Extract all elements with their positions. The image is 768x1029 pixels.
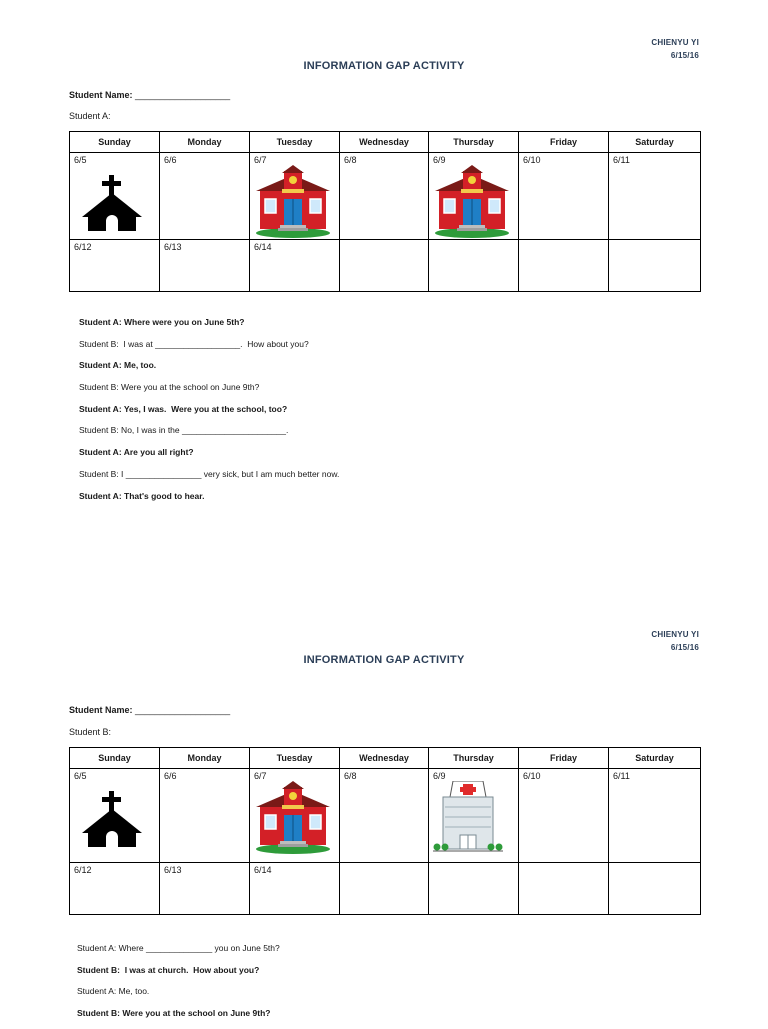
calendar-cell [340, 863, 429, 915]
dialogue-line: Student B: I was at church. How about you? [77, 964, 260, 975]
cell-date: 6/12 [74, 242, 92, 252]
author-name: CHIENYU YI [651, 630, 699, 639]
calendar-cell [429, 769, 519, 863]
school-icon [254, 165, 332, 244]
day-header-sunday: Sunday [70, 132, 160, 153]
calendar-header-row [70, 132, 701, 153]
day-header-friday: Friday [519, 132, 609, 153]
author-date: 6/15/16 [670, 643, 699, 652]
calendar-cell [160, 240, 250, 292]
dialogue-line: Student A: Me, too. [79, 360, 157, 371]
hospital-icon [433, 781, 503, 860]
calendar-cell [340, 769, 429, 863]
author-block [651, 628, 699, 654]
cell-date: 6/7 [254, 771, 267, 781]
page-title: INFORMATION GAP ACTIVITY [303, 60, 465, 72]
calendar-cell [429, 863, 519, 915]
cell-date: 6/13 [164, 242, 182, 252]
calendar-header-row [70, 748, 701, 769]
calendar-cell [70, 863, 160, 915]
day-header-monday: Monday [160, 132, 250, 153]
dialogue-line: Student A: Yes, I was. Were you at the school, too? [79, 403, 288, 414]
cell-date: 6/7 [254, 155, 267, 165]
page-title: INFORMATION GAP ACTIVITY [303, 654, 465, 666]
calendar-cell [429, 153, 519, 240]
student-name-blank[interactable]: ___________________ [132, 705, 231, 715]
student-label: Student B: [69, 727, 112, 737]
dialogue-list [77, 942, 280, 1029]
cell-date: 6/6 [164, 155, 177, 165]
dialogue-line: Student A: Where ______________ you on June 5th? [77, 943, 280, 953]
day-header-monday: Monday [160, 748, 250, 769]
worksheet-student-b [0, 620, 768, 1024]
cell-date: 6/11 [613, 155, 630, 165]
calendar-cell [250, 153, 340, 240]
calendar-week-row [70, 863, 701, 915]
author-name: CHIENYU YI [651, 38, 699, 47]
day-header-sunday: Sunday [70, 748, 160, 769]
calendar-cell [519, 769, 609, 863]
author-block [651, 36, 699, 62]
calendar-cell [70, 769, 160, 863]
school-icon [433, 165, 511, 244]
cell-date: 6/14 [254, 865, 272, 875]
cell-date: 6/5 [74, 771, 87, 781]
day-header-saturday: Saturday [609, 748, 701, 769]
cell-date: 6/12 [74, 865, 92, 875]
cell-date: 6/6 [164, 771, 177, 781]
day-header-tuesday: Tuesday [250, 132, 340, 153]
cell-date: 6/5 [74, 155, 87, 165]
cell-date: 6/10 [523, 155, 541, 165]
calendar-table [69, 747, 701, 915]
day-header-thursday: Thursday [429, 748, 519, 769]
cell-date: 6/10 [523, 771, 541, 781]
dialogue-line: Student A: Me, too. [77, 986, 150, 997]
dialogue-line: Student B: Were you at the school on June 9th? [77, 1008, 271, 1019]
church-icon [82, 791, 142, 854]
school-icon [254, 781, 332, 860]
calendar-cell [519, 240, 609, 292]
dialogue-line: Student B: I ________________ very sick, but I am much better now. [79, 468, 340, 479]
student-name-field[interactable] [69, 90, 230, 100]
calendar-table [69, 131, 701, 292]
dialogue-line: Student A: That's good to hear. [79, 490, 205, 501]
calendar-cell [609, 240, 701, 292]
student-label: Student A: [69, 111, 111, 121]
calendar-week-row [70, 153, 701, 240]
calendar-cell [250, 240, 340, 292]
calendar-cell [340, 240, 429, 292]
calendar-week-row [70, 769, 701, 863]
dialogue-list [79, 316, 339, 511]
day-header-friday: Friday [519, 748, 609, 769]
calendar-week-row [70, 240, 701, 292]
cell-date: 6/13 [164, 865, 182, 875]
dialogue-line: Student B: No, I was in the ______________________. [79, 425, 289, 436]
student-name-label: Student Name: [69, 90, 133, 100]
cell-date: 6/8 [344, 771, 357, 781]
day-header-wednesday: Wednesday [340, 132, 429, 153]
calendar-cell [160, 863, 250, 915]
author-date: 6/15/16 [670, 51, 699, 60]
dialogue-line: Student B: Were you at the school on June 9th? [79, 382, 260, 393]
calendar-cell [160, 153, 250, 240]
calendar-cell [609, 863, 701, 915]
day-header-thursday: Thursday [429, 132, 519, 153]
day-header-tuesday: Tuesday [250, 748, 340, 769]
church-icon [82, 175, 142, 238]
calendar-cell [429, 240, 519, 292]
calendar-cell [519, 153, 609, 240]
cell-date: 6/14 [254, 242, 272, 252]
day-header-wednesday: Wednesday [340, 748, 429, 769]
dialogue-line: Student B: I was at __________________. How about you? [79, 338, 309, 349]
calendar-cell [160, 769, 250, 863]
calendar-cell [519, 863, 609, 915]
student-name-blank[interactable]: ___________________ [132, 90, 231, 100]
cell-date: 6/9 [433, 771, 446, 781]
cell-date: 6/11 [613, 771, 630, 781]
calendar-cell [609, 769, 701, 863]
student-name-field[interactable] [69, 705, 230, 715]
calendar-cell [609, 153, 701, 240]
cell-date: 6/9 [433, 155, 446, 165]
calendar-cell [340, 153, 429, 240]
day-header-saturday: Saturday [609, 132, 701, 153]
calendar-cell [250, 863, 340, 915]
dialogue-line: Student A: Are you all right? [79, 447, 194, 458]
cell-date: 6/8 [344, 155, 357, 165]
dialogue-line: Student A: Where were you on June 5th? [79, 317, 245, 327]
calendar-cell [250, 769, 340, 863]
calendar-cell [70, 240, 160, 292]
student-name-label: Student Name: [69, 705, 133, 715]
calendar-cell [70, 153, 160, 240]
